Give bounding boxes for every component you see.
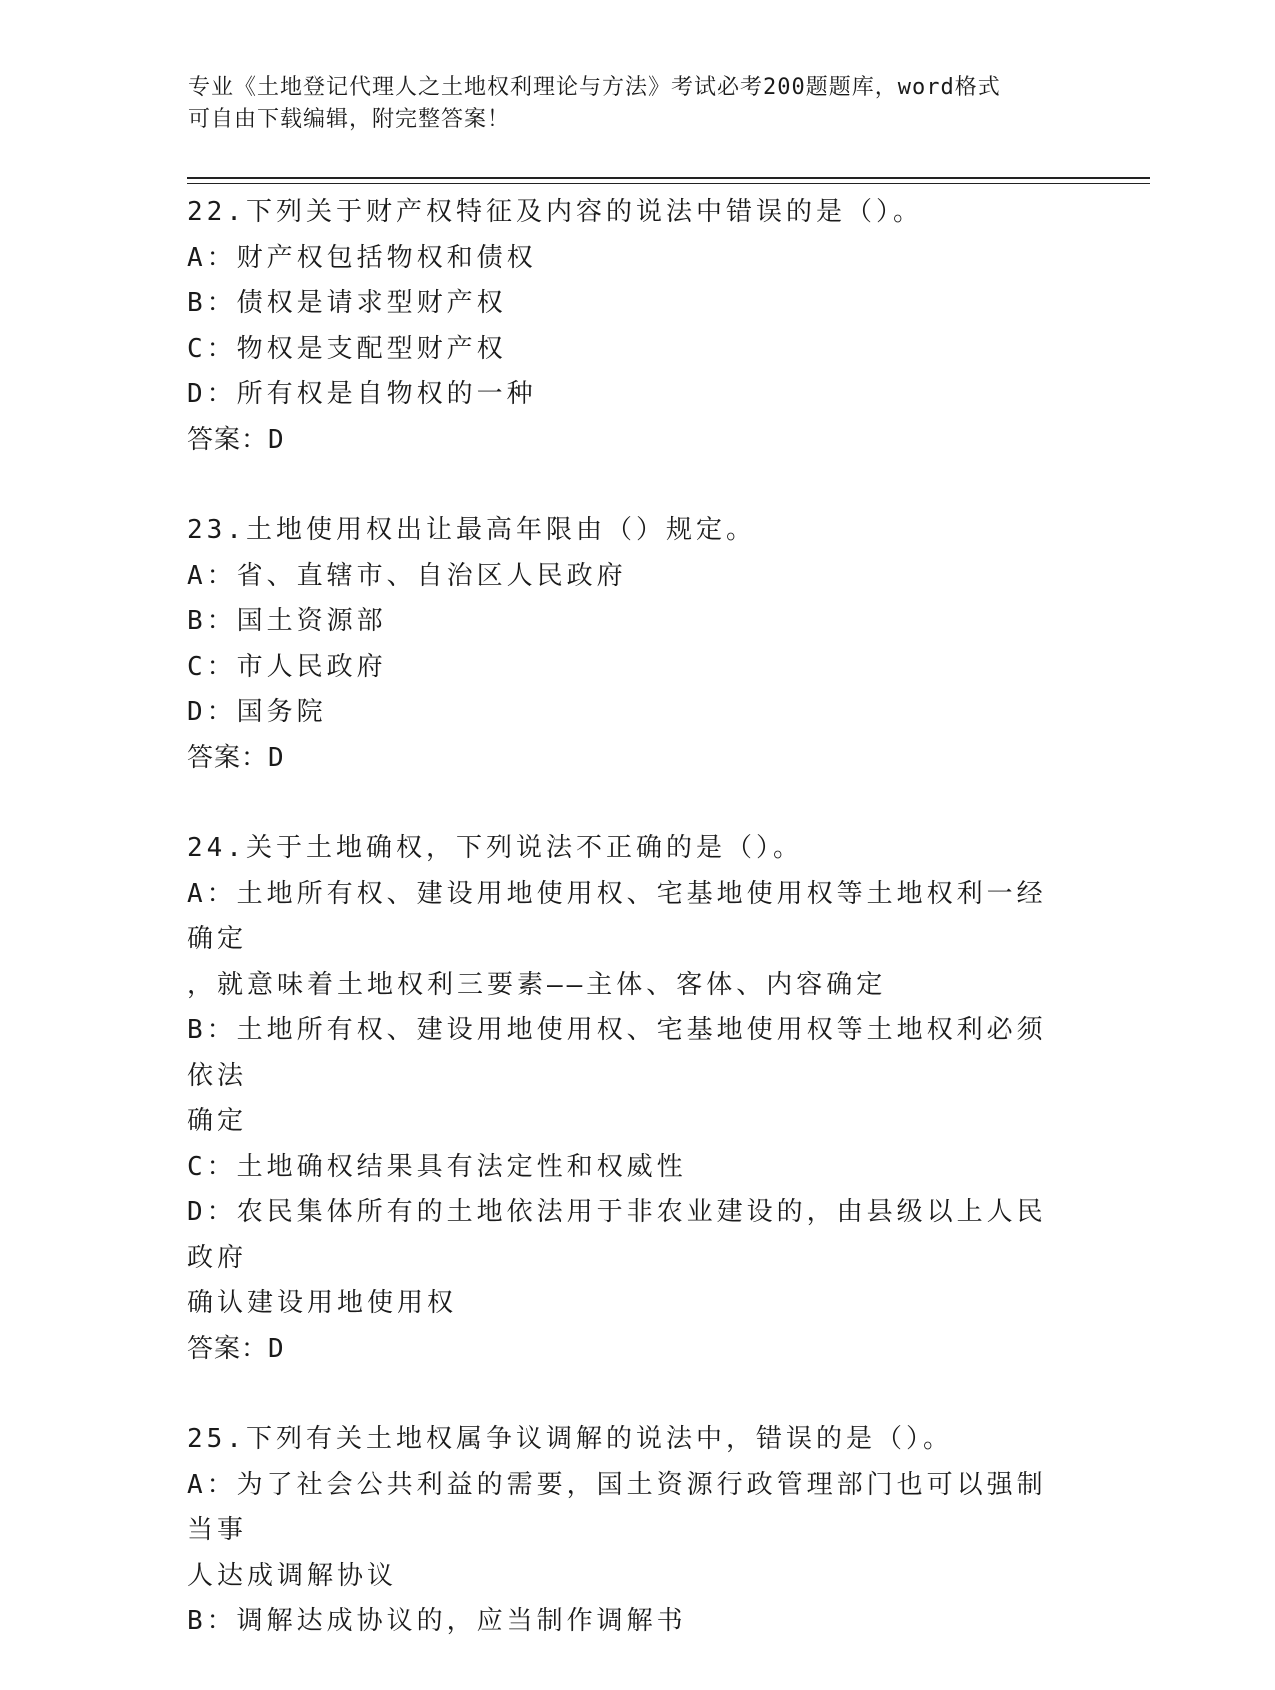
option-d: D：国务院 <box>187 697 327 727</box>
header-divider-thick <box>187 177 1150 179</box>
option-d-continued: 确认建设用地使用权 <box>187 1288 458 1318</box>
answer-line: 答案：D <box>187 742 285 773</box>
option-d: D：农民集体所有的土地依法用于非农业建设的，由县级以上人民政府 <box>187 1197 1047 1273</box>
option-c: C：市人民政府 <box>187 651 387 682</box>
option-a: A：土地所有权、建设用地使用权、宅基地使用权等土地权利一经确定 <box>187 878 1047 954</box>
header-title-line-1: 专业《土地登记代理人之土地权利理论与方法》考试必考200题题库，word格式 <box>188 75 1001 100</box>
option-b: B：土地所有权、建设用地使用权、宅基地使用权等土地权利必须依法 <box>187 1015 1047 1091</box>
option-b: B：国土资源部 <box>187 606 387 636</box>
question-24 <box>187 826 1067 1372</box>
question-stem: 23.土地使用权出让最高年限由（）规定。 <box>187 515 756 545</box>
document-header <box>188 72 1068 136</box>
question-23 <box>187 508 1067 781</box>
option-a-continued: 人达成调解协议 <box>187 1560 398 1591</box>
option-c: C：土地确权结果具有法定性和权威性 <box>187 1151 687 1182</box>
answer-line: 答案：D <box>187 424 285 455</box>
question-25 <box>187 1417 1067 1645</box>
question-stem: 25.下列有关土地权属争议调解的说法中，错误的是（）。 <box>187 1424 953 1454</box>
question-22 <box>187 190 1067 463</box>
question-list <box>187 190 1067 1690</box>
option-a-continued: ，就意味着土地权利三要素——主体、客体、内容确定 <box>187 969 887 1000</box>
option-a: A：为了社会公共利益的需要，国土资源行政管理部门也可以强制当事 <box>187 1469 1047 1545</box>
header-title-line-2: 可自由下载编辑，附完整答案！ <box>188 107 511 132</box>
option-b: B：调解达成协议的，应当制作调解书 <box>187 1606 687 1636</box>
option-b-continued: 确定 <box>187 1106 248 1136</box>
answer-line: 答案：D <box>187 1333 285 1364</box>
option-d: D：所有权是自物权的一种 <box>187 379 537 409</box>
option-a: A：省、直辖市、自治区人民政府 <box>187 560 627 591</box>
header-divider-thin <box>187 183 1150 184</box>
question-stem: 24.关于土地确权，下列说法不正确的是（）。 <box>187 833 803 863</box>
question-stem: 22.下列关于财产权特征及内容的说法中错误的是（）。 <box>187 197 923 227</box>
option-b: B：债权是请求型财产权 <box>187 288 507 318</box>
option-c: C：物权是支配型财产权 <box>187 333 507 364</box>
option-a: A：财产权包括物权和债权 <box>187 242 537 273</box>
